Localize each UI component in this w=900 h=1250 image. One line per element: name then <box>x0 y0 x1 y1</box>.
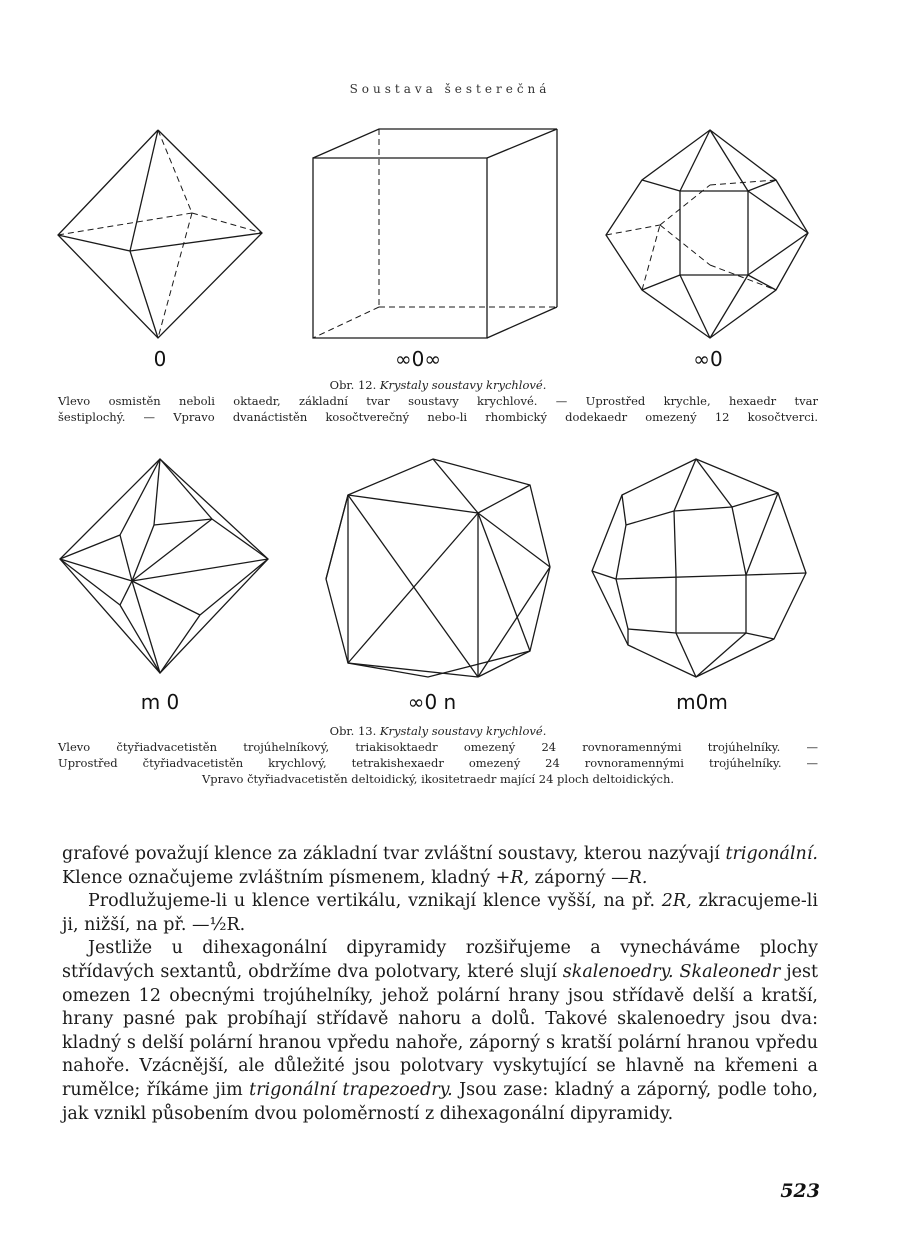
paragraph-2: Prodlužujeme-li u klence vertikálu, vznikají klence vyšší, na př. 2R, zkracujeme-li ji, nižší, na př. —½R. <box>62 891 818 935</box>
figure-12-label-3: ∞0 <box>693 347 723 371</box>
body-text <box>62 843 818 1126</box>
figure-12-caption-line-1: Vlevo osmistěn neboli oktaedr, základní tvar soustavy krychlové. — Uprostřed krychle, hexaedr tvar <box>58 394 818 408</box>
icositetrahedron-drawing <box>588 455 818 685</box>
running-header: Soustava šesterečná <box>349 82 551 96</box>
figure-12-caption <box>58 377 818 425</box>
rhombic-dodecahedron-drawing <box>600 125 820 345</box>
figure-12-label-1: 0 <box>153 347 167 371</box>
figure-13-caption-line-2: Uprostřed čtyřiadvacetistěn krychlový, tetrakishexaedr omezený 24 rovnoramennými trojúhelníky. — <box>58 756 818 770</box>
page-number: 523 <box>780 1180 820 1202</box>
cube-drawing <box>305 125 565 345</box>
tetrakishexahedron-drawing <box>318 455 558 685</box>
figure-13-caption-line-1: Vlevo čtyřiadvacetistěn trojúhelníkový, triakisoktaedr omezený 24 rovnoramennými trojúhelníky. — <box>58 740 818 754</box>
figure-13-label-1: m 0 <box>140 690 180 714</box>
paragraph-1: grafové považují klence za základní tvar zvláštní soustavy, kterou nazývají trigonální. Klence označujeme zvláštním písmenem, kladný +R, záporný —R. <box>62 844 818 888</box>
triakisoctahedron-drawing <box>50 455 280 685</box>
figure-12 <box>0 125 900 375</box>
figure-12-label-2: ∞0∞ <box>394 347 442 371</box>
figure-13 <box>0 455 900 720</box>
paragraph-3: Jestliže u dihexagonální dipyramidy rozšiřujeme a vynecháváme plochy střídavých sextantů, obdržíme dva polotvary, které slují skalenoedry. Skaleonedr jest omezen 12 obecnými trojúhelníky, jehož polární hrany jsou střídavě delší a kratší, hrany pasné pak probíhají střídavě nahoru a dolů. Takové skalenoedry jsou dva: kladný s delší polární hranou vpředu nahoře, záporný s kratší polární hranou vpředu nahoře. Vzácnější, ale důležité jsou polotvary vyskytující se hlavně na křemeni a rumělce; říkáme jim trigonální trapezoedry. Jsou zase: kladný a záporný, podle toho, jak vznikl působením dvou poloměrností z dihexagonální dipyramidy. <box>62 938 818 1124</box>
figure-13-label-2: ∞0 n <box>407 690 457 714</box>
figure-13-caption <box>58 723 818 787</box>
figure-13-caption-title: Obr. 13. Krystaly soustavy krychlové. <box>329 724 547 738</box>
figure-13-caption-line-3: Vpravo čtyřiadvacetistěn deltoidický, ikositetraedr mající 24 ploch deltoidických. <box>201 772 675 786</box>
figure-12-caption-line-2: šestiplochý. — Vpravo dvanáctistěn kosočtverečný nebo-li rhombický dodekaedr omezený 12 kosočtverci. <box>58 410 818 424</box>
figure-12-caption-title: Obr. 12. Krystaly soustavy krychlové. <box>329 378 547 392</box>
figure-13-label-3: m0m <box>676 690 728 714</box>
octahedron-drawing <box>50 125 270 345</box>
